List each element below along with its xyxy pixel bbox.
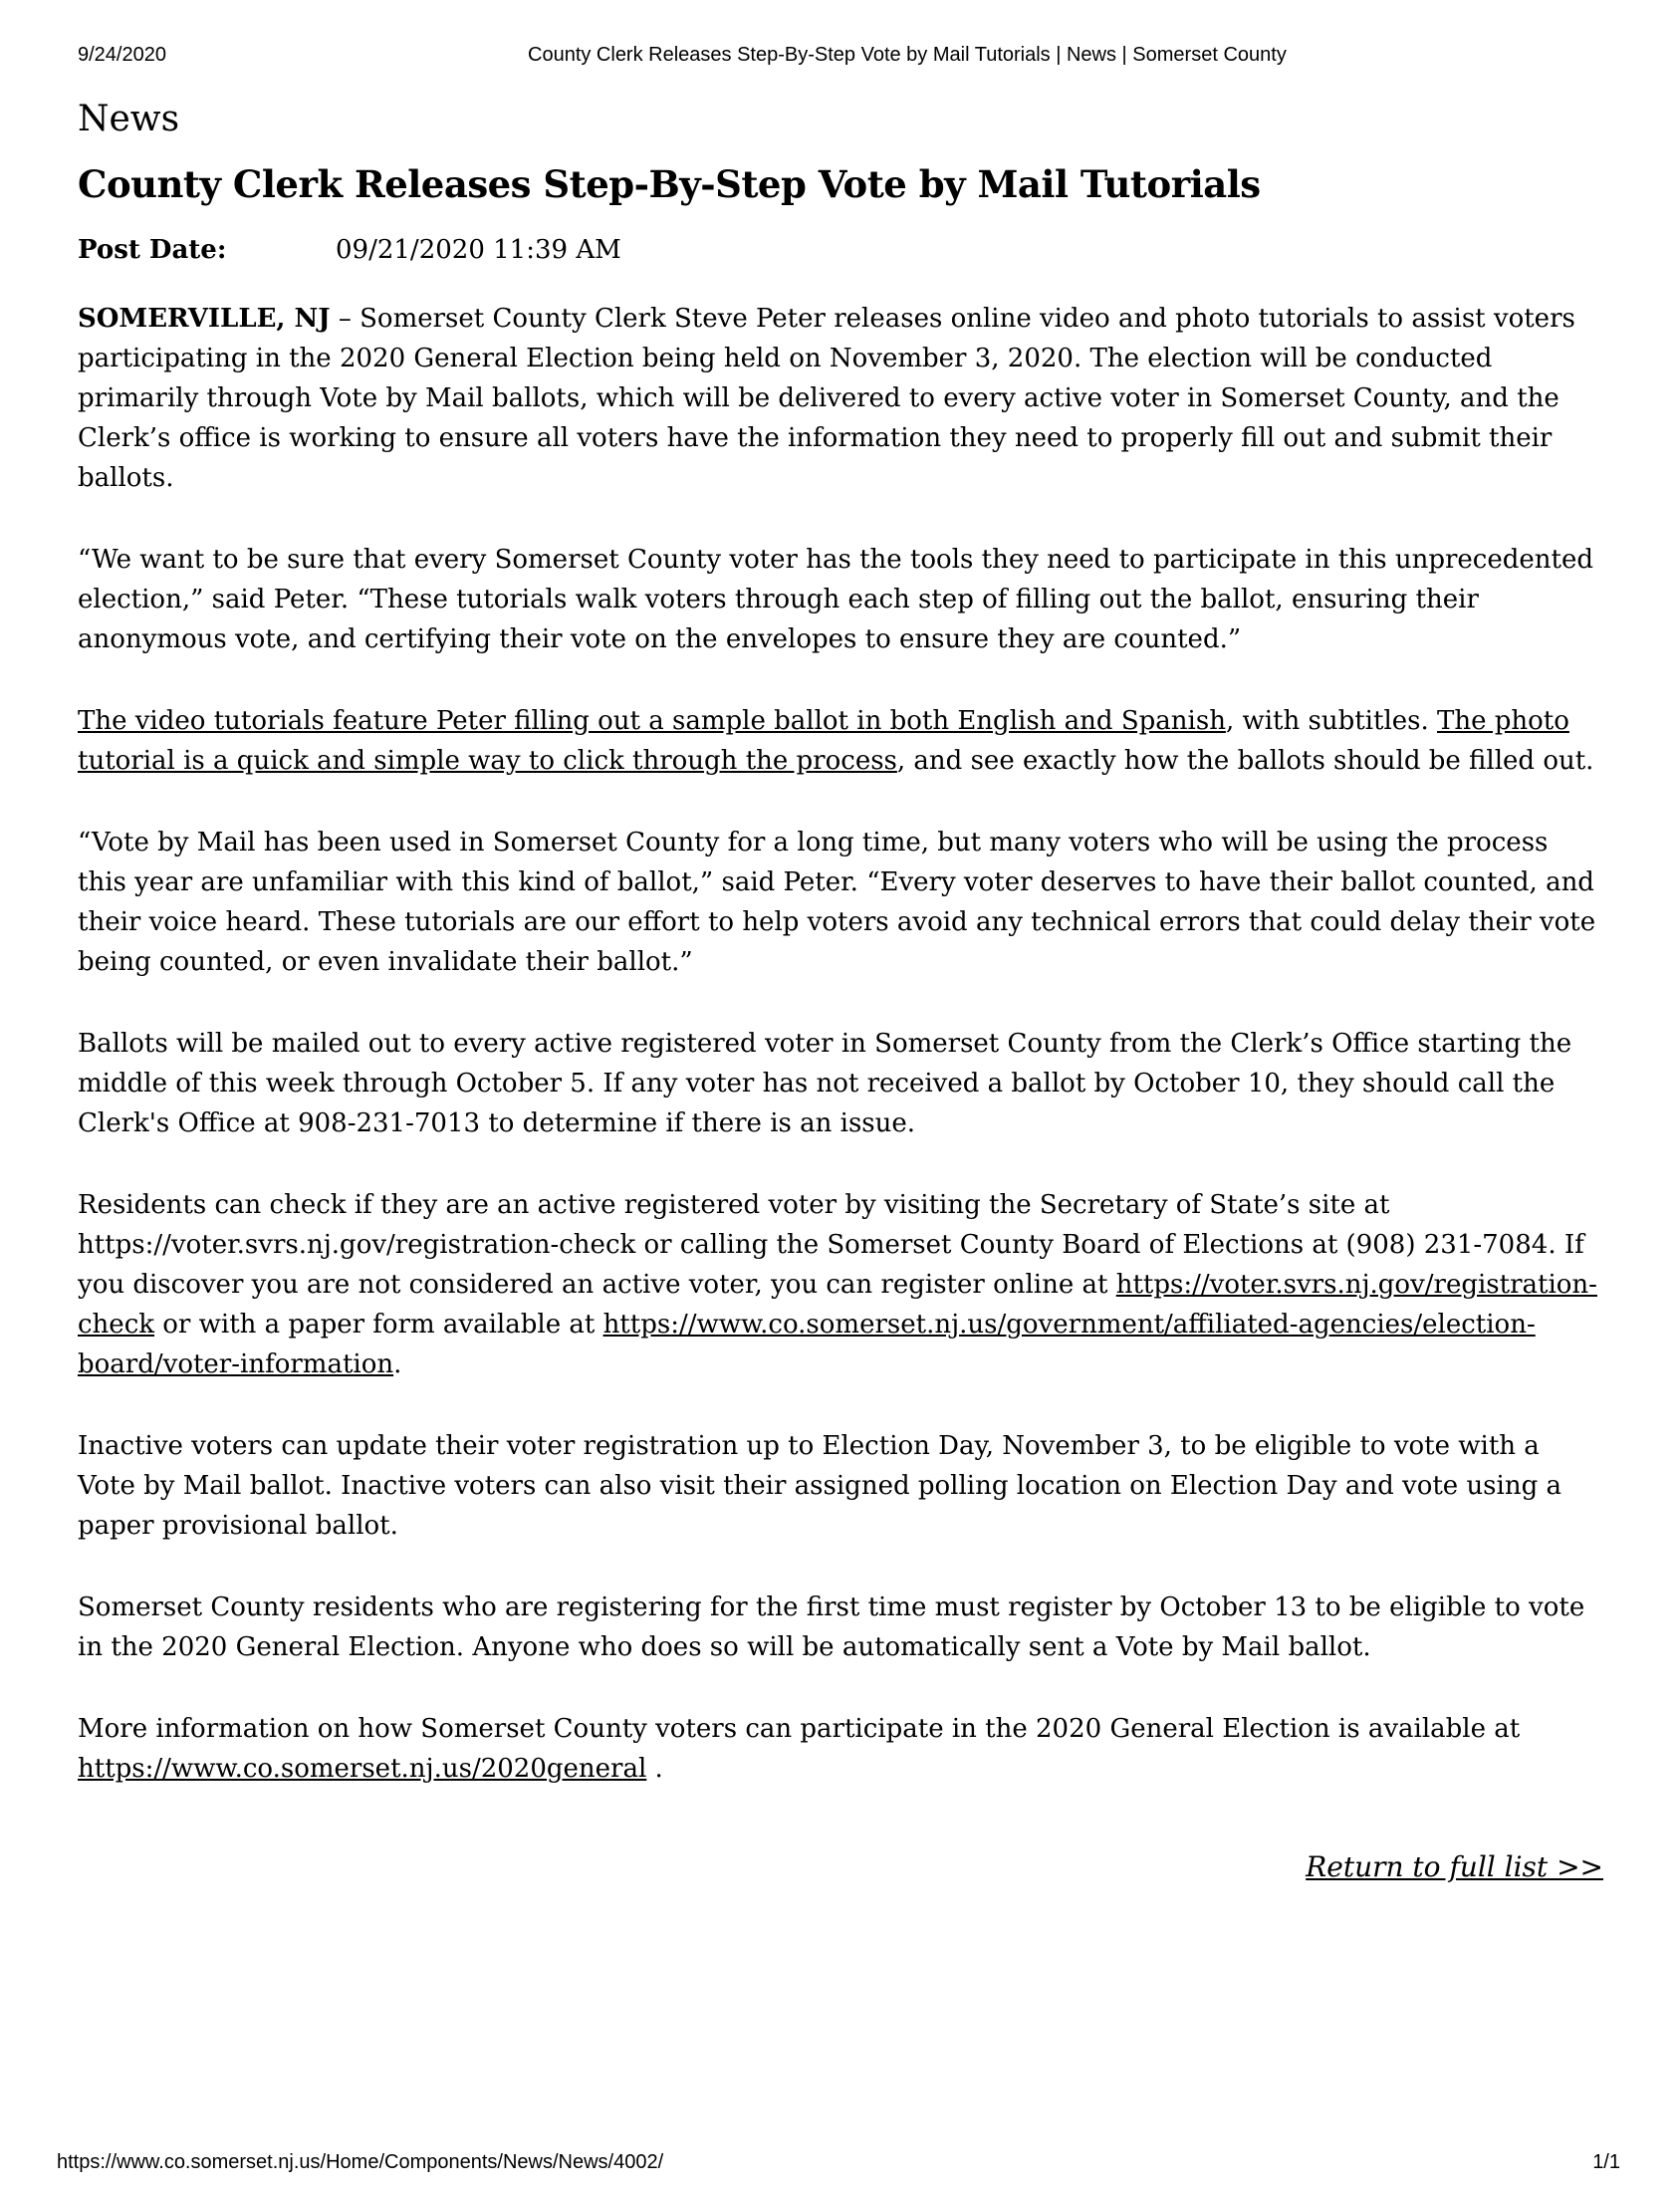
post-date-value: 09/21/2020 11:39 AM (336, 235, 621, 266)
text-segment: Inactive voters can update their voter registration up to Election Day, November 3, to be eligible to vote with a Vote by Mail ballot. Inactive voters can also visit their assigned polling location on Election Day and vote using a paper provisional ballot. (78, 1431, 1561, 1542)
text-segment: . (393, 1349, 402, 1380)
print-footer (0, 2151, 1680, 2177)
inline-link[interactable]: https://www.co.somerset.nj.us/government/affiliated-agencies/election-board/voter-information (78, 1310, 1536, 1380)
article-paragraph (78, 701, 1603, 781)
section-heading: News (78, 99, 180, 139)
article-title: County Clerk Releases Step-By-Step Vote by Mail Tutorials (78, 161, 1261, 206)
article-paragraph (78, 1709, 1603, 1789)
article-paragraph (78, 299, 1603, 498)
text-segment: Residents can check if they are an active registered voter by visiting the Secretary of State’s site at https://voter.svrs.nj.gov/registration-check or calling the Somerset County Board of Elections at (908) 231-7084. If you discover you are not considered an active voter, you can register online at (78, 1190, 1584, 1301)
text-segment: SOMERVILLE, NJ (78, 304, 331, 335)
text-segment: or with a paper form available at (154, 1310, 603, 1341)
print-header-date: 9/24/2020 (78, 44, 166, 66)
text-segment: , with subtitles. (1225, 706, 1438, 737)
footer-url: https://www.co.somerset.nj.us/Home/Components/News/News/4002/ (57, 2151, 664, 2173)
post-date-row (78, 235, 1603, 265)
text-segment: , and see exactly how the ballots should be filled out. (896, 746, 1594, 777)
inline-link[interactable]: https://voter.svrs.nj.gov/registration-check (78, 1270, 1597, 1341)
article-paragraph (78, 1024, 1603, 1143)
article-body (78, 299, 1603, 1789)
article-paragraph (78, 1426, 1603, 1546)
text-segment: Somerset County residents who are registering for the first time must register by October 13 to be eligible to vote in the 2020 General Election. Anyone who does so will be automatically sent a Vote by Mail ballot. (78, 1592, 1585, 1663)
article-paragraph (78, 1185, 1603, 1384)
article-paragraph (78, 1588, 1603, 1667)
print-header (0, 44, 1680, 72)
text-segment: More information on how Somerset County voters can participate in the 2020 General Election is available at (78, 1714, 1521, 1745)
footer-page-indicator: 1/1 (1592, 2151, 1620, 2173)
inline-link[interactable]: The photo tutorial is a quick and simple way to click through the process (78, 706, 1569, 777)
return-row (78, 1850, 1603, 1883)
text-segment: “Vote by Mail has been used in Somerset County for a long time, but many voters who will be using the process this year are unfamiliar with this kind of ballot,” said Peter. “Every voter deserves to have their ballot counted, and their voice heard. These tutorials are our effort to help voters avoid any technical errors that could delay their vote being counted, or even invalidate their ballot.” (78, 828, 1596, 978)
article-paragraph (78, 540, 1603, 659)
text-segment: . (646, 1754, 663, 1785)
article-paragraph (78, 823, 1603, 982)
inline-link[interactable]: The video tutorials feature Peter filling out a sample ballot in both English and Spanish (78, 706, 1226, 737)
return-to-full-list-link[interactable]: Return to full list >> (1306, 1850, 1603, 1884)
post-date-label: Post Date: (78, 235, 227, 266)
text-segment: Ballots will be mailed out to every active registered voter in Somerset County from the Clerk’s Office starting the middle of this week through October 5. If any voter has not received a ballot by October 10, they should call the Clerk's Office at 908-231-7013 to determine if there is an issue. (78, 1029, 1572, 1139)
text-segment: – Somerset County Clerk Steve Peter releases online video and photo tutorials to assist voters participating in the 2020 General Election being held on November 3, 2020. The election will be conducted primarily through Vote by Mail ballots, which will be delivered to every active voter in Somerset County, and the Clerk’s office is working to ensure all voters have the information they need to properly fill out and submit their ballots. (78, 304, 1575, 494)
print-header-title: County Clerk Releases Step-By-Step Vote by Mail Tutorials | News | Somerset County (528, 44, 1287, 66)
text-segment: “We want to be sure that every Somerset County voter has the tools they need to participate in this unprecedented election,” said Peter. “These tutorials walk voters through each step of filling out the ballot, ensuring their anonymous vote, and certifying their vote on the envelopes to ensure they are counted.” (78, 545, 1594, 655)
inline-link[interactable]: https://www.co.somerset.nj.us/2020general (78, 1754, 647, 1785)
article-content (78, 100, 1603, 1883)
